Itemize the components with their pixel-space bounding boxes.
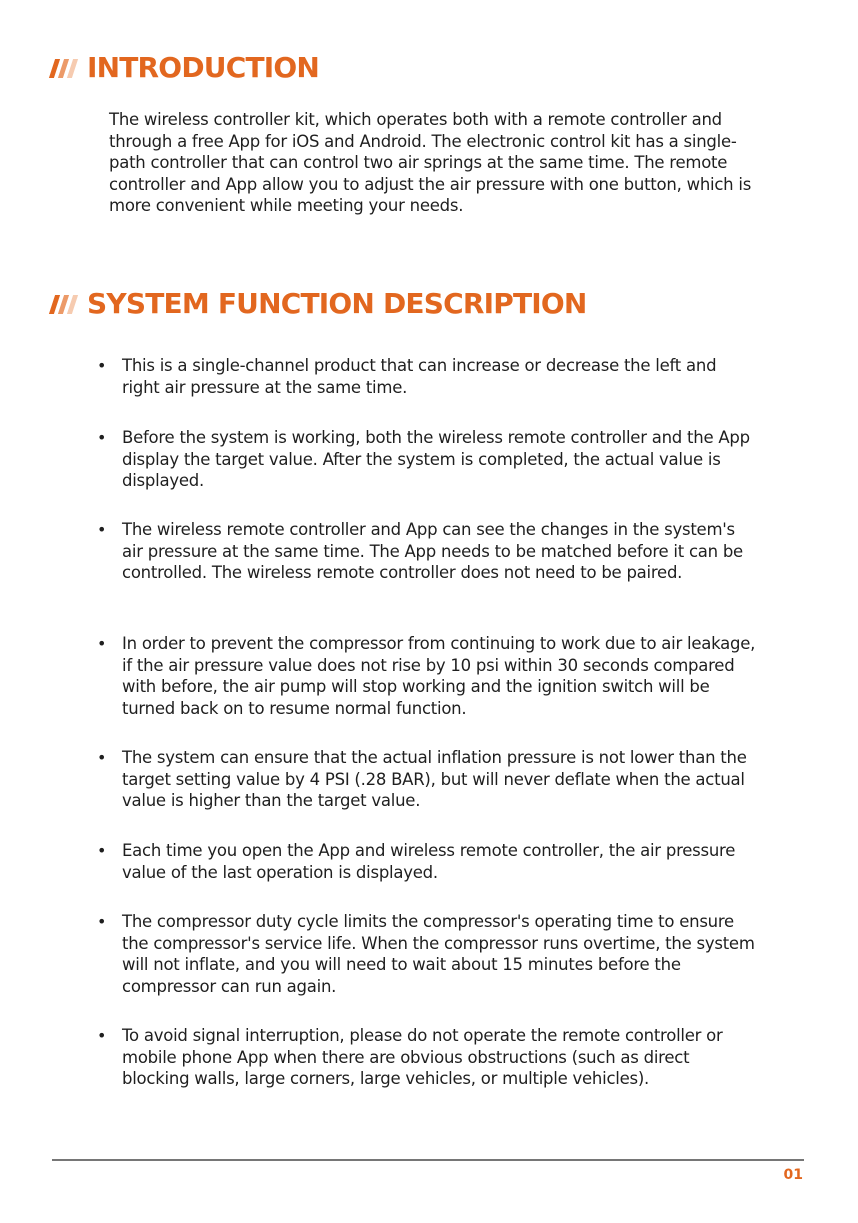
list-item-text: In order to prevent the compressor from continuing to work due to air leakage, if the air pressure value does not rise by 10 psi within 30 seconds compared with before, the air pump will stop working and the ignition switch will be turned back on to resume normal function. <box>122 634 756 718</box>
heading-slashes-icon <box>52 56 79 80</box>
list-item <box>97 355 757 398</box>
list-item-text: Each time you open the App and wireless remote controller, the air pressure value of the last operation is displayed. <box>122 841 736 882</box>
introduction-heading <box>52 51 319 84</box>
list-item <box>97 1025 757 1090</box>
list-item-text: The system can ensure that the actual inflation pressure is not lower than the target setting value by 4 PSI (.28 BAR), but will never deflate when the actual value is higher than the target value. <box>122 748 747 811</box>
bullet-icon: • <box>97 428 107 447</box>
list-item-text: Before the system is working, both the wireless remote controller and the App display the target value. After the system is completed, the actual value is displayed. <box>122 428 750 491</box>
page-number: 01 <box>783 1167 803 1183</box>
heading-slashes-icon <box>52 292 79 316</box>
bullet-icon: • <box>97 634 107 653</box>
list-item <box>97 911 757 997</box>
system-function-heading <box>52 287 587 320</box>
list-item <box>97 633 757 719</box>
bullet-icon: • <box>97 356 107 375</box>
footer-divider <box>52 1159 804 1161</box>
bullet-icon: • <box>97 841 107 860</box>
bullet-icon: • <box>97 748 107 767</box>
system-function-title: SYSTEM FUNCTION DESCRIPTION <box>87 287 587 320</box>
list-item <box>97 427 757 492</box>
list-item <box>97 519 757 584</box>
list-item-text: The wireless remote controller and App can see the changes in the system's air pressure at the same time. The App needs to be matched before it can be controlled. The wireless remote controller does not need to be paired. <box>122 520 743 583</box>
introduction-paragraph: The wireless controller kit, which operates both with a remote controller and through a free App for iOS and Android. The electronic control kit has a single-path controller that can control two air springs at the same time. The remote controller and App allow you to adjust the air pressure with one button, which is more convenient while meeting your needs. <box>109 110 752 216</box>
list-item-text: To avoid signal interruption, please do not operate the remote controller or mobile phone App when there are obvious obstructions (such as direct blocking walls, large corners, large vehicles, or multiple vehicles). <box>122 1026 723 1089</box>
list-item-text: This is a single-channel product that can increase or decrease the left and right air pressure at the same time. <box>122 356 717 397</box>
bullet-icon: • <box>97 1026 107 1045</box>
list-item <box>97 840 757 883</box>
list-item-text: The compressor duty cycle limits the compressor's operating time to ensure the compressor's service life. When the compressor runs overtime, the system will not inflate, and you will need to wait about 15 minutes before the compressor can run again. <box>122 912 755 996</box>
list-item <box>97 747 757 812</box>
bullet-icon: • <box>97 912 107 931</box>
bullet-icon: • <box>97 520 107 539</box>
introduction-title: INTRODUCTION <box>87 51 319 84</box>
